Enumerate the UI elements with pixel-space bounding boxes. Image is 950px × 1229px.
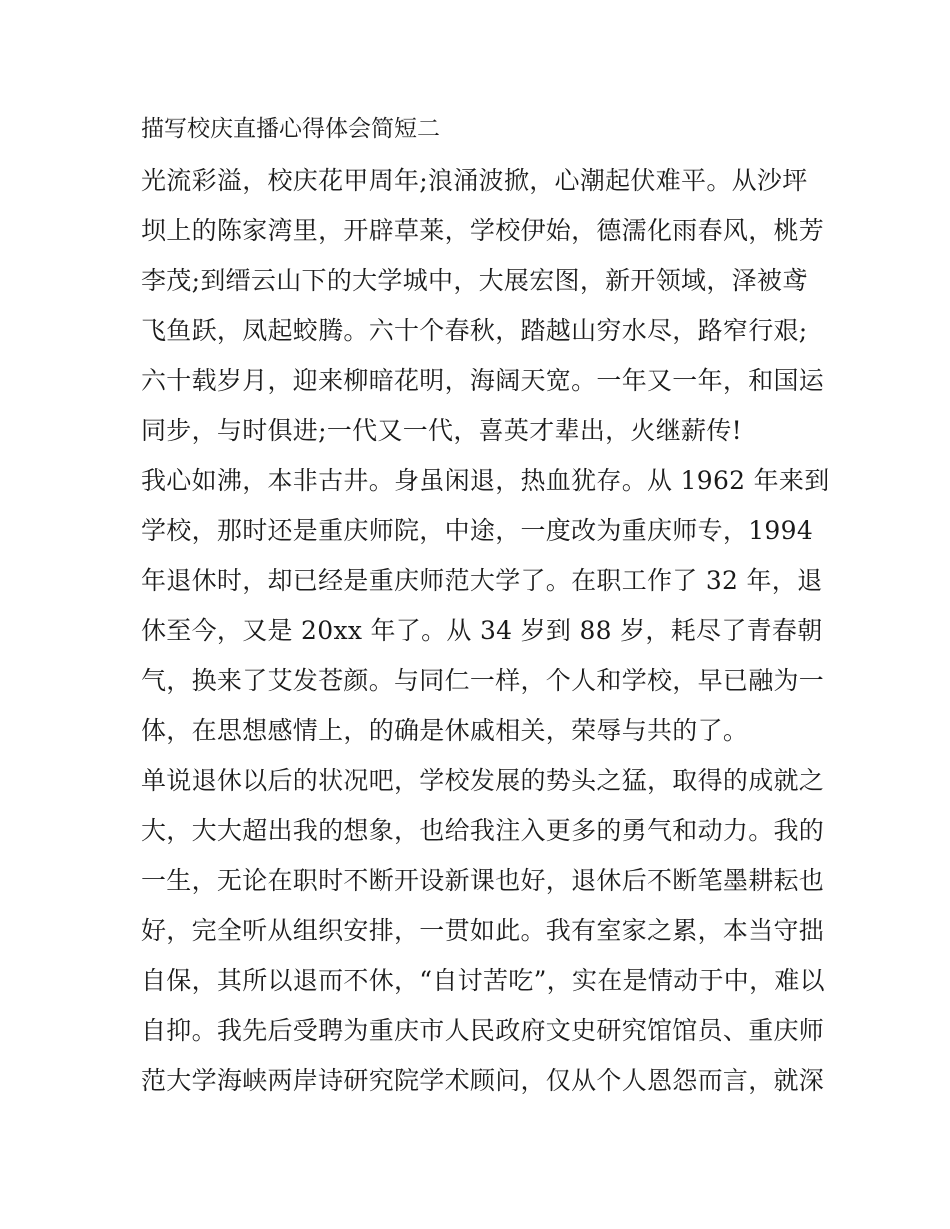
text-line: 我心如沸，本非古井。身虽闲退，热血犹存。从 1962 年来到 — [141, 466, 830, 495]
text-line: 一生，无论在职时不断开设新课也好，退休后不断笔墨耕耘也 — [141, 866, 825, 895]
text-line: 学校，那时还是重庆师院，中途，一度改为重庆师专，1994 — [141, 516, 814, 545]
text-line: 休至今，又是 20xx 年了。从 34 岁到 88 岁，耗尽了青春朝 — [141, 616, 823, 645]
text-line: 自保，其所以退而不休，“自讨苦吃”，实在是情动于中，难以 — [141, 966, 825, 995]
text-line: 光流彩溢，校庆花甲周年;浪涌波掀，心潮起伏难平。从沙坪 — [141, 166, 808, 195]
text-line: 自抑。我先后受聘为重庆市人民政府文史研究馆馆员、重庆师 — [141, 1016, 825, 1045]
text-line: 六十载岁月，迎来柳暗花明，海阔天宽。一年又一年，和国运 — [141, 366, 825, 395]
text-line: 大，大大超出我的想象，也给我注入更多的勇气和动力。我的 — [141, 816, 825, 845]
text-line: 范大学海峡两岸诗研究院学术顾问，仅从个人恩怨而言，就深 — [141, 1066, 825, 1095]
text-line: 同步，与时俱进;一代又一代，喜英才辈出，火继薪传! — [141, 416, 742, 445]
text-line: 飞鱼跃，凤起蛟腾。六十个春秋，踏越山穷水尽，路窄行艰; — [141, 316, 808, 345]
document-title: 描写校庆直播心得体会简短二 — [141, 116, 440, 142]
text-line: 气，换来了艾发苍颜。与同仁一样，个人和学校，早已融为一 — [141, 666, 825, 695]
text-line: 年退休时，却已经是重庆师范大学了。在职工作了 32 年，退 — [141, 566, 823, 595]
text-line: 体，在思想感情上，的确是休戚相关，荣辱与共的了。 — [141, 716, 749, 745]
text-line: 坝上的陈家湾里，开辟草莱，学校伊始，德濡化雨春风，桃芳 — [141, 216, 825, 245]
text-line: 单说退休以后的状况吧，学校发展的势头之猛，取得的成就之 — [141, 766, 825, 795]
text-line: 好，完全听从组织安排，一贯如此。我有室家之累，本当守拙 — [141, 916, 825, 945]
text-line: 李茂;到缙云山下的大学城中，大展宏图，新开领域，泽被鸢 — [141, 266, 808, 295]
